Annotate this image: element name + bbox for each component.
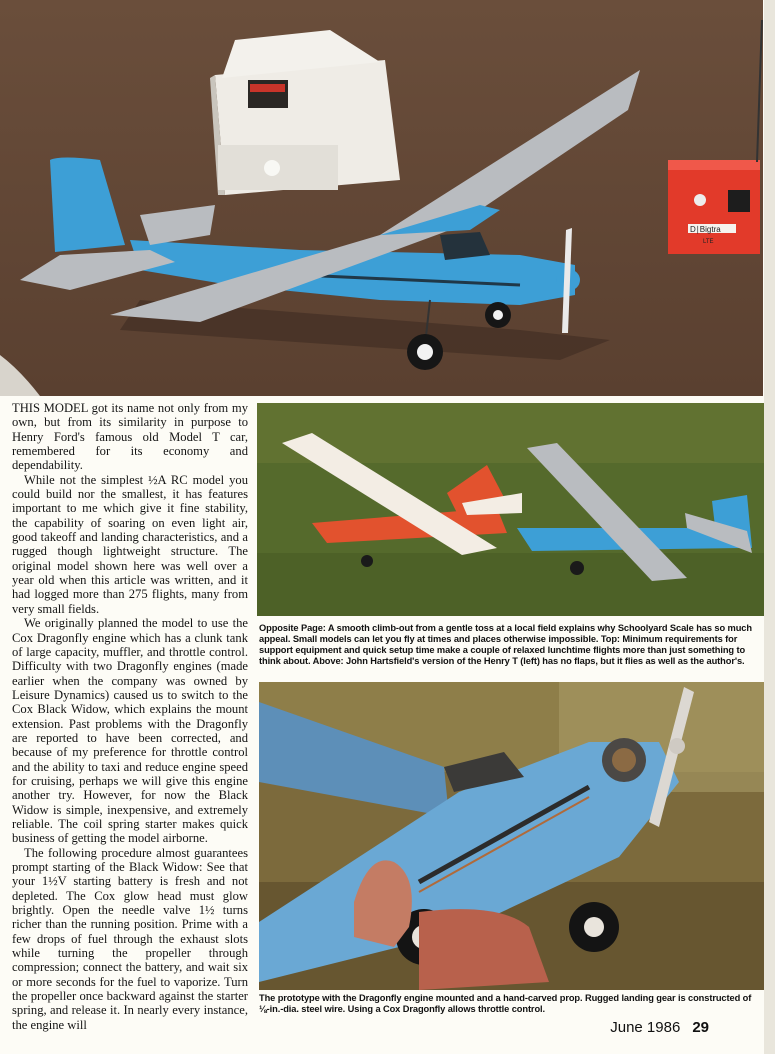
article-paragraph: We originally planned the model to use the Cox Dragonfly engine which has a clunk tank of large capacity, muffler, and throttle control. Difficulty with two Dragonfly engines (made earlier when the company was owned by Leisure Dynamics) caused us to switch to the Cox Black Widow, which explains the mount extension. Past problems with the Dragonfly are reported to have been corrected, and because of my preference for throttle control and the ability to taxi and reduce engine speed for cruising, perhaps we will give this engine another try. However, for now the Black Widow is simple, inexpensive, and extremely reliable. The coil spring starter makes quick business of getting the model airborne. [12, 616, 248, 846]
lower-photo-hand-held-model [259, 682, 764, 990]
page-footer [610, 1019, 709, 1036]
transmitter-sublabel: LTE [703, 239, 714, 245]
photo-caption-bottom: The prototype with the Dragonfly engine mounted and a hand-carved prop. Rugged landing gear is constructed of ⅛-in.-dia. steel wire. Using a Cox Dragonfly allows throttle control. [259, 993, 752, 1015]
top-photo-airplane-on-field [0, 0, 763, 396]
page-number: 29 [692, 1019, 709, 1036]
photo-caption-middle: Opposite Page: A smooth climb-out from a gentle toss at a local field explains why Schoolyard Scale has so much appeal. Small models can let you fly at times and places otherwise impossible. Top: Minimum requirements for support equipment and quick setup time make a couple of relaxed lunchtime flights more than just something to think about. Above: John Hartsfield's version of the Henry T (left) has no flaps, but it flies as well as the author's. [259, 623, 752, 667]
article-paragraph: While not the simplest ½A RC model you could build nor the smallest, it has features important to me which give it fine stability, the capability of soaring on even light air, good takeoff and landing characteristics, and a rugged though lightweight structure. The original model shown here was well over a year old when this article was written, and it had logged more than 275 flights, many from very small fields. [12, 472, 248, 616]
page-edge [764, 0, 775, 1054]
transmitter-label: D∣Bigtra [690, 225, 721, 234]
middle-photo-two-models-on-grass [257, 403, 764, 616]
article-body [12, 401, 248, 1032]
lead-in: THIS MODEL [12, 401, 88, 415]
issue-date: June 1986 [610, 1019, 681, 1036]
article-paragraph: The following procedure almost guarantees prompt starting of the Black Widow: See that your 1½V starting battery is fresh and not depleted. The Cox glow head must glow brightly. Open the needle valve 1½ turns richer than the running position. Prime with a few drops of fuel through the exhaust slots while turning the propeller through compression; connect the battery, and wait six or more seconds for the fuel to vaporize. Turn the propeller once backward against the starter spring, and release it. In nearly every instance, the engine will [12, 845, 248, 1032]
article-paragraph: THIS MODEL got its name not only from my own, but from its similarity in purpose to Henry Ford's famous old Model T car, remembered for its economy and dependability. [12, 401, 248, 473]
